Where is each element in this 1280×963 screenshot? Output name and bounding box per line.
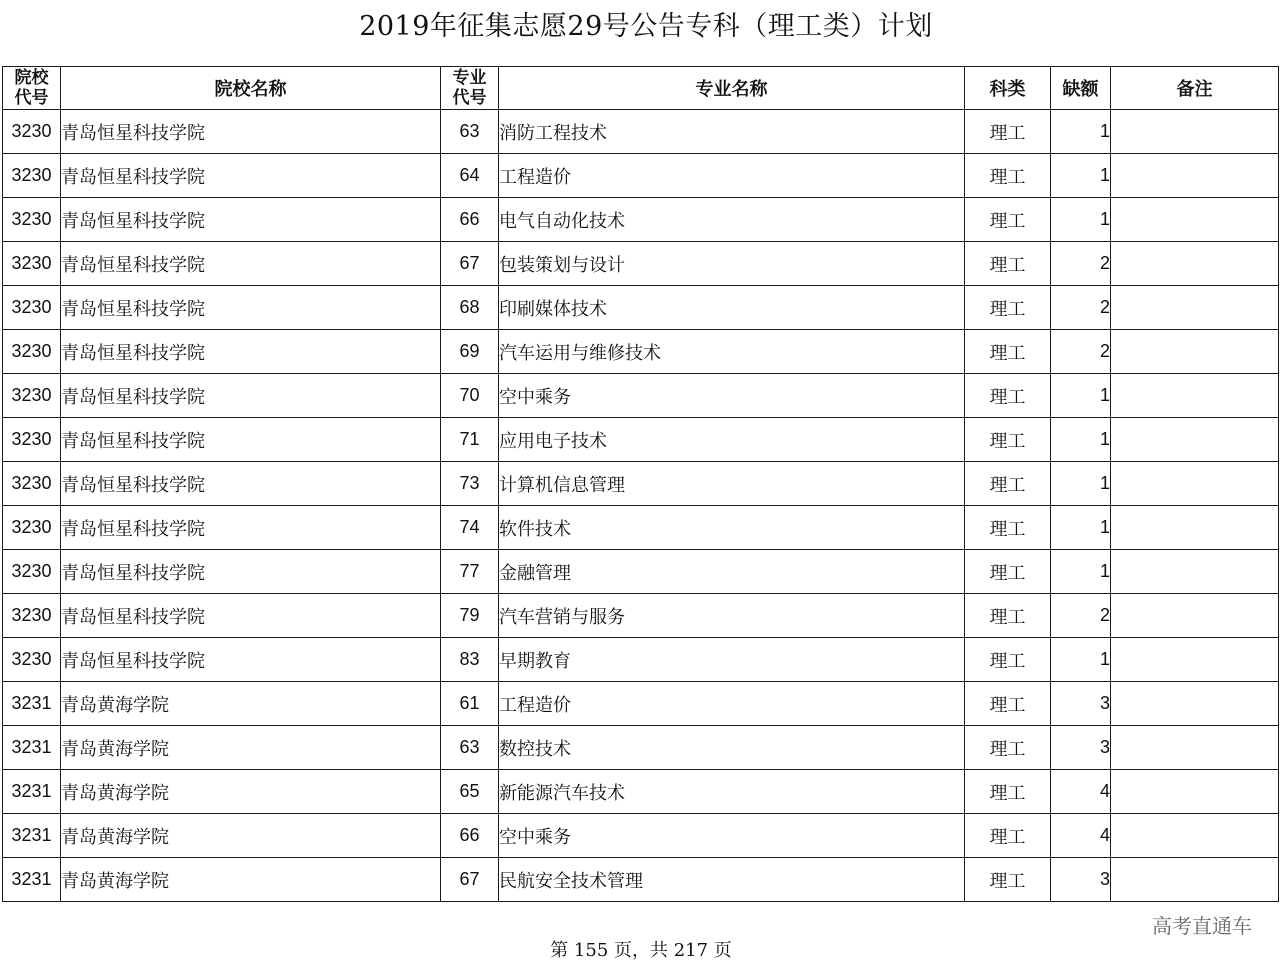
cell-category: 理工 <box>965 198 1051 242</box>
table-row <box>3 506 1279 550</box>
cell-school-name: 青岛恒星科技学院 <box>61 638 441 682</box>
cell-category: 理工 <box>965 286 1051 330</box>
cell-school-code: 3231 <box>3 858 61 902</box>
cell-major-name: 汽车运用与维修技术 <box>499 330 965 374</box>
table-row <box>3 726 1279 770</box>
cell-school-name: 青岛黄海学院 <box>61 682 441 726</box>
cell-quota: 1 <box>1051 110 1111 154</box>
cell-remark <box>1111 242 1279 286</box>
watermark: 高考直通车 <box>1152 914 1252 938</box>
cell-school-code: 3231 <box>3 814 61 858</box>
cell-major-name: 电气自动化技术 <box>499 198 965 242</box>
cell-major-name: 印刷媒体技术 <box>499 286 965 330</box>
cell-major-code: 67 <box>441 242 499 286</box>
cell-school-code: 3230 <box>3 638 61 682</box>
header-remark: 备注 <box>1111 67 1279 110</box>
cell-quota: 1 <box>1051 638 1111 682</box>
cell-quota: 2 <box>1051 242 1111 286</box>
table-row <box>3 594 1279 638</box>
cell-school-name: 青岛恒星科技学院 <box>61 594 441 638</box>
table-body <box>3 110 1279 902</box>
header-quota: 缺额 <box>1051 67 1111 110</box>
header-major-name: 专业名称 <box>499 67 965 110</box>
cell-major-name: 工程造价 <box>499 154 965 198</box>
cell-school-code: 3230 <box>3 374 61 418</box>
table-row <box>3 198 1279 242</box>
cell-major-code: 65 <box>441 770 499 814</box>
cell-major-code: 63 <box>441 726 499 770</box>
cell-remark <box>1111 330 1279 374</box>
cell-school-code: 3231 <box>3 682 61 726</box>
table-row <box>3 110 1279 154</box>
cell-category: 理工 <box>965 506 1051 550</box>
cell-major-code: 66 <box>441 198 499 242</box>
cell-major-code: 74 <box>441 506 499 550</box>
header-category: 科类 <box>965 67 1051 110</box>
header-line: 代号 <box>452 88 487 108</box>
cell-remark <box>1111 198 1279 242</box>
header-major-code <box>441 67 499 110</box>
cell-major-name: 工程造价 <box>499 682 965 726</box>
header-line: 代号 <box>14 88 49 108</box>
header-line: 专业 <box>452 68 487 88</box>
cell-remark <box>1111 506 1279 550</box>
table-row <box>3 550 1279 594</box>
table-row <box>3 418 1279 462</box>
cell-school-name: 青岛黄海学院 <box>61 814 441 858</box>
cell-major-name: 汽车营销与服务 <box>499 594 965 638</box>
cell-school-name: 青岛恒星科技学院 <box>61 110 441 154</box>
table-row <box>3 682 1279 726</box>
cell-major-name: 空中乘务 <box>499 814 965 858</box>
cell-school-code: 3230 <box>3 110 61 154</box>
cell-remark <box>1111 286 1279 330</box>
cell-quota: 4 <box>1051 770 1111 814</box>
cell-school-name: 青岛恒星科技学院 <box>61 198 441 242</box>
table-row <box>3 154 1279 198</box>
cell-remark <box>1111 770 1279 814</box>
cell-remark <box>1111 154 1279 198</box>
cell-category: 理工 <box>965 594 1051 638</box>
cell-category: 理工 <box>965 330 1051 374</box>
cell-quota: 2 <box>1051 594 1111 638</box>
cell-category: 理工 <box>965 858 1051 902</box>
cell-school-name: 青岛黄海学院 <box>61 726 441 770</box>
cell-major-code: 79 <box>441 594 499 638</box>
cell-major-name: 早期教育 <box>499 638 965 682</box>
cell-major-code: 61 <box>441 682 499 726</box>
cell-major-name: 应用电子技术 <box>499 418 965 462</box>
cell-major-name: 金融管理 <box>499 550 965 594</box>
plan-table <box>2 66 1279 902</box>
header-school-name: 院校名称 <box>61 67 441 110</box>
cell-remark <box>1111 594 1279 638</box>
cell-school-code: 3230 <box>3 286 61 330</box>
cell-school-name: 青岛恒星科技学院 <box>61 550 441 594</box>
cell-school-code: 3230 <box>3 506 61 550</box>
cell-remark <box>1111 726 1279 770</box>
cell-category: 理工 <box>965 110 1051 154</box>
cell-major-name: 软件技术 <box>499 506 965 550</box>
cell-category: 理工 <box>965 374 1051 418</box>
cell-major-name: 包装策划与设计 <box>499 242 965 286</box>
cell-major-name: 新能源汽车技术 <box>499 770 965 814</box>
cell-quota: 4 <box>1051 814 1111 858</box>
table-header-row <box>3 67 1279 110</box>
table-row <box>3 814 1279 858</box>
cell-remark <box>1111 462 1279 506</box>
cell-major-code: 63 <box>441 110 499 154</box>
cell-quota: 3 <box>1051 726 1111 770</box>
cell-major-name: 空中乘务 <box>499 374 965 418</box>
cell-category: 理工 <box>965 462 1051 506</box>
cell-major-code: 69 <box>441 330 499 374</box>
cell-school-code: 3230 <box>3 550 61 594</box>
cell-school-name: 青岛恒星科技学院 <box>61 374 441 418</box>
cell-quota: 1 <box>1051 506 1111 550</box>
table-row <box>3 462 1279 506</box>
cell-school-code: 3231 <box>3 770 61 814</box>
cell-remark <box>1111 858 1279 902</box>
cell-category: 理工 <box>965 242 1051 286</box>
cell-major-code: 66 <box>441 814 499 858</box>
cell-school-name: 青岛恒星科技学院 <box>61 286 441 330</box>
cell-major-code: 67 <box>441 858 499 902</box>
table-row <box>3 770 1279 814</box>
cell-school-name: 青岛黄海学院 <box>61 770 441 814</box>
cell-quota: 1 <box>1051 198 1111 242</box>
cell-major-code: 83 <box>441 638 499 682</box>
cell-major-name: 数控技术 <box>499 726 965 770</box>
cell-remark <box>1111 374 1279 418</box>
cell-quota: 1 <box>1051 462 1111 506</box>
cell-remark <box>1111 418 1279 462</box>
cell-major-code: 71 <box>441 418 499 462</box>
cell-school-code: 3230 <box>3 594 61 638</box>
cell-school-name: 青岛恒星科技学院 <box>61 418 441 462</box>
cell-major-code: 64 <box>441 154 499 198</box>
table-row <box>3 330 1279 374</box>
cell-category: 理工 <box>965 550 1051 594</box>
cell-school-code: 3230 <box>3 462 61 506</box>
cell-category: 理工 <box>965 154 1051 198</box>
cell-quota: 1 <box>1051 374 1111 418</box>
cell-remark <box>1111 814 1279 858</box>
table-row <box>3 286 1279 330</box>
page-title: 2019年征集志愿29号公告专科（理工类）计划 <box>359 11 933 42</box>
cell-remark <box>1111 682 1279 726</box>
cell-major-name: 计算机信息管理 <box>499 462 965 506</box>
cell-quota: 3 <box>1051 858 1111 902</box>
cell-category: 理工 <box>965 638 1051 682</box>
cell-school-name: 青岛恒星科技学院 <box>61 330 441 374</box>
cell-major-code: 77 <box>441 550 499 594</box>
cell-school-code: 3230 <box>3 330 61 374</box>
cell-school-code: 3231 <box>3 726 61 770</box>
cell-quota: 2 <box>1051 286 1111 330</box>
cell-category: 理工 <box>965 682 1051 726</box>
cell-major-code: 73 <box>441 462 499 506</box>
cell-school-name: 青岛恒星科技学院 <box>61 242 441 286</box>
cell-category: 理工 <box>965 418 1051 462</box>
table-row <box>3 638 1279 682</box>
cell-school-code: 3230 <box>3 418 61 462</box>
cell-school-code: 3230 <box>3 242 61 286</box>
header-school-code <box>3 67 61 110</box>
cell-school-name: 青岛恒星科技学院 <box>61 506 441 550</box>
page-footer: 第 155 页，共 217 页 <box>550 940 732 961</box>
cell-remark <box>1111 110 1279 154</box>
cell-category: 理工 <box>965 814 1051 858</box>
cell-school-name: 青岛黄海学院 <box>61 858 441 902</box>
cell-category: 理工 <box>965 770 1051 814</box>
cell-quota: 1 <box>1051 550 1111 594</box>
cell-major-code: 68 <box>441 286 499 330</box>
header-line: 院校 <box>14 68 49 88</box>
cell-remark <box>1111 550 1279 594</box>
cell-school-name: 青岛恒星科技学院 <box>61 462 441 506</box>
cell-school-name: 青岛恒星科技学院 <box>61 154 441 198</box>
cell-remark <box>1111 638 1279 682</box>
cell-major-code: 70 <box>441 374 499 418</box>
cell-quota: 2 <box>1051 330 1111 374</box>
cell-category: 理工 <box>965 726 1051 770</box>
cell-quota: 1 <box>1051 418 1111 462</box>
cell-school-code: 3230 <box>3 154 61 198</box>
cell-quota: 3 <box>1051 682 1111 726</box>
table-row <box>3 374 1279 418</box>
cell-major-name: 民航安全技术管理 <box>499 858 965 902</box>
table-row <box>3 242 1279 286</box>
cell-quota: 1 <box>1051 154 1111 198</box>
table-row <box>3 858 1279 902</box>
cell-major-name: 消防工程技术 <box>499 110 965 154</box>
cell-school-code: 3230 <box>3 198 61 242</box>
